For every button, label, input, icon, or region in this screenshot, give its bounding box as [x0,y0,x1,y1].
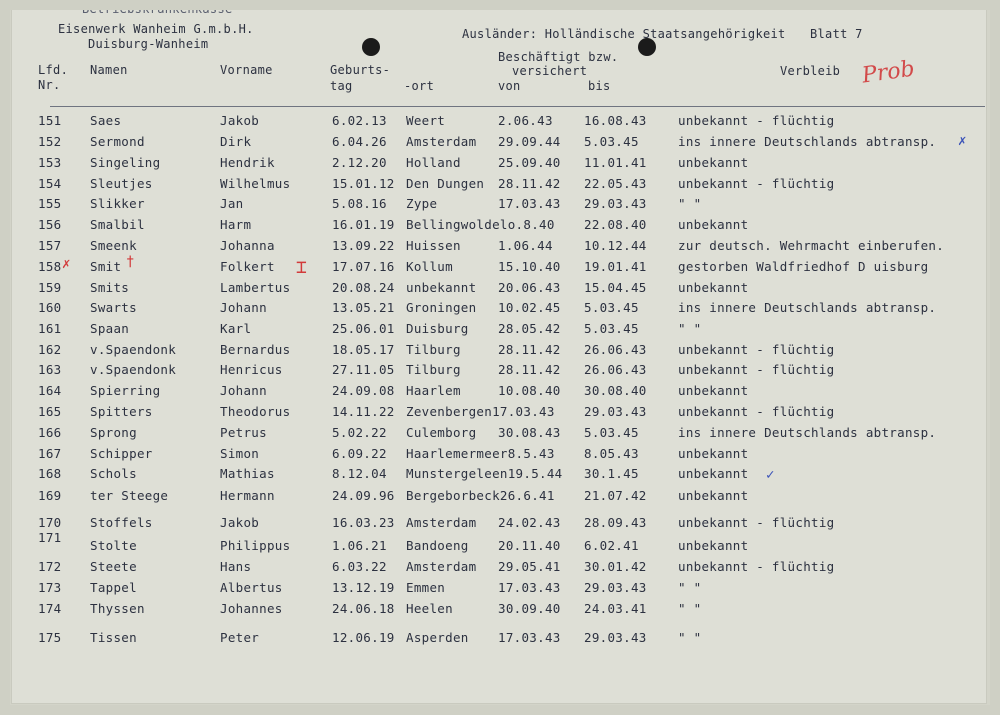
row-employed-to: 5.03.45 [584,321,639,336]
row-birth-place: Tilburg [406,362,461,377]
row-whereabouts: unbekannt - flüchtig [678,113,835,128]
row-birth-place: Tilburg [406,342,461,357]
row-employed-to: 30.01.42 [584,559,647,574]
row-birth-date: 13.09.22 [332,238,395,253]
row-vorname: Simon [220,446,260,461]
row-vorname: Dirk [220,134,252,149]
row-employed-from: 28.11.42 [498,362,561,377]
row-number: 174 [38,601,62,616]
row-number: 171 [38,530,62,545]
row-number: 175 [38,630,62,645]
row-name: ter Steege [90,488,169,503]
row-number: 169 [38,488,62,503]
punch-hole-left [362,38,380,56]
row-vorname: Albertus [220,580,283,595]
header-rule [50,106,985,107]
row-employed-to: 16.08.43 [584,113,647,128]
row-employed-to: 6.02.41 [584,538,639,553]
row-birth-date: 16.01.19 [332,217,395,232]
row-employed-to: 15.04.45 [584,280,647,295]
row-birth-date: 6.03.22 [332,559,387,574]
row-employed-to: 29.03.43 [584,404,647,419]
row-employed-to: 11.01.41 [584,155,647,170]
row-name: v.Spaendonk [90,362,177,377]
company-line-3: Duisburg-Wanheim [88,37,209,51]
row-name: Spierring [90,383,161,398]
row-birth-date: 15.01.12 [332,176,395,191]
row-birth-date: 6.09.22 [332,446,387,461]
row-name: Smits [90,280,130,295]
row-name: Stolte [90,538,137,553]
row-vorname: Henricus [220,362,283,377]
col-lfd: Lfd. [38,63,69,77]
row-employed-to: 5.03.45 [584,425,639,440]
row-employed-to: 29.03.43 [584,630,647,645]
row-number: 168 [38,466,62,481]
row-whereabouts: unbekannt - flüchtig [678,559,835,574]
row-name: Tissen [90,630,137,645]
col-bis: bis [588,79,611,93]
document-category: Ausländer: Holländische Staatsangehörigkeit [462,27,786,41]
row-employed-from: 30.09.40 [498,601,561,616]
row-employed-to: 29.03.43 [584,580,647,595]
row-birth-date: 24.06.18 [332,601,395,616]
row-vorname: Lambertus [220,280,291,295]
row-whereabouts: unbekannt [678,280,749,295]
row-employed-from: 17.03.43 [498,630,561,645]
row-number: 151 [38,113,62,128]
row-birth-date: 13.12.19 [332,580,395,595]
row-birth-place: unbekannt [406,280,477,295]
row-employed-from: 20.06.43 [498,280,561,295]
row-birth-place: Holland [406,155,461,170]
row-vorname: Johanna [220,238,275,253]
row-birth-date: 16.03.23 [332,515,395,530]
row-vorname: Philippus [220,538,291,553]
row-birth-place: Amsterdam [406,559,477,574]
row-birth-place: Bandoeng [406,538,469,553]
row-whereabouts: unbekannt - flüchtig [678,404,835,419]
row-birth-place: Amsterdam [406,515,477,530]
row-vorname: Hendrik [220,155,275,170]
row-employed-from: 28.05.42 [498,321,561,336]
row-name: Tappel [90,580,137,595]
row-whereabouts: zur deutsch. Wehrmacht einberufen. [678,238,945,253]
row-employed-to: 5.03.45 [584,134,639,149]
row-number: 161 [38,321,62,336]
row-vorname: Johann [220,383,267,398]
row-birth-date: 24.09.96 [332,488,395,503]
row-whereabouts: " " [678,580,702,595]
row-employed-from: 17.03.43 [498,580,561,595]
row-number: 173 [38,580,62,595]
row-number: 152 [38,134,62,149]
row-name: Schipper [90,446,153,461]
sheet-number: Blatt 7 [810,27,863,41]
row-employed-from: 10.08.40 [498,383,561,398]
row-employed-to: 26.06.43 [584,342,647,357]
row-birth-place: Zevenbergen17.03.43 [406,404,555,419]
row-whereabouts: ins innere Deutschlands abtransp. [678,134,937,149]
row-employed-to: 29.03.43 [584,196,647,211]
row-name: v.Spaendonk [90,342,177,357]
row-birth-place: Emmen [406,580,446,595]
row-number: 158 [38,259,62,274]
row-birth-place: Heelen [406,601,453,616]
handwritten-mark-prob: Prob [860,56,917,89]
row-whereabouts: unbekannt [678,538,749,553]
row-name: Sermond [90,134,145,149]
row-vorname: Theodorus [220,404,291,419]
row-birth-place: Groningen [406,300,477,315]
row-birth-place: Weert [406,113,446,128]
col-beschaeftigt: Beschäftigt bzw. [498,50,619,64]
col-verbleib: Verbleib [780,64,841,78]
row-vorname: Peter [220,630,260,645]
row-birth-date: 1.06.21 [332,538,387,553]
row-whereabouts: unbekannt [678,217,749,232]
company-line-1: Betriebskrankenkasse [82,2,233,16]
row-birth-date: 12.06.19 [332,630,395,645]
row-employed-from: 28.11.42 [498,176,561,191]
row-birth-date: 2.12.20 [332,155,387,170]
row-name: Spitters [90,404,153,419]
row-name: Steete [90,559,137,574]
row-name: Smalbil [90,217,145,232]
row-employed-from: 29.09.44 [498,134,561,149]
row-birth-date: 6.02.13 [332,113,387,128]
row-name: Spaan [90,321,130,336]
row-vorname: Hermann [220,488,275,503]
row-name: Thyssen [90,601,145,616]
row-whereabouts: " " [678,196,702,211]
row-number: 165 [38,404,62,419]
row-vorname: Johannes [220,601,283,616]
row-whereabouts: unbekannt - flüchtig [678,176,835,191]
row-birth-date: 18.05.17 [332,342,395,357]
row-employed-to: 26.06.43 [584,362,647,377]
col-nr: Nr. [38,78,61,92]
row-birth-place: Bergeborbeck26.6.41 [406,488,555,503]
row-birth-date: 5.08.16 [332,196,387,211]
row-name: Smit [90,259,122,274]
row-vorname: Jakob [220,515,260,530]
col-vorname: Vorname [220,63,273,77]
row-vorname: Karl [220,321,252,336]
row-whereabouts: " " [678,630,702,645]
row-employed-to: 8.05.43 [584,446,639,461]
row-name: Slikker [90,196,145,211]
row-whereabouts: " " [678,321,702,336]
row-employed-to: 5.03.45 [584,300,639,315]
row-employed-from: 2.06.43 [498,113,553,128]
row-whereabouts: unbekannt [678,383,749,398]
col-namen: Namen [90,63,128,77]
row-vorname: Petrus [220,425,267,440]
row-whereabouts: ins innere Deutschlands abtransp. [678,425,937,440]
row-number: 170 [38,515,62,530]
row-number: 160 [38,300,62,315]
row-number: 167 [38,446,62,461]
company-line-2: Eisenwerk Wanheim G.m.b.H. [58,22,254,36]
row-employed-from: 20.11.40 [498,538,561,553]
row-employed-from: 10.02.45 [498,300,561,315]
row-whereabouts: unbekannt - flüchtig [678,362,835,377]
row-birth-place: Asperden [406,630,469,645]
row-employed-to: 21.07.42 [584,488,647,503]
row-birth-place: Haarlem [406,383,461,398]
row-birth-date: 14.11.22 [332,404,395,419]
row-birth-date: 17.07.16 [332,259,395,274]
row-birth-date: 6.04.26 [332,134,387,149]
row-employed-from: 1.06.44 [498,238,553,253]
red-grave-cross-icon: ⌶ [296,257,307,278]
row-number: 157 [38,238,62,253]
row-number: 156 [38,217,62,232]
row-birth-place: Haarlemermeer8.5.43 [406,446,555,461]
row-birth-date: 27.11.05 [332,362,395,377]
row-vorname: Jakob [220,113,260,128]
row-vorname: Bernardus [220,342,291,357]
row-employed-to: 30.08.40 [584,383,647,398]
row-name: Sleutjes [90,176,153,191]
blue-x-mark-icon: ✗ [958,133,967,149]
row-birth-place: Huissen [406,238,461,253]
row-whereabouts: " " [678,601,702,616]
row-number: 155 [38,196,62,211]
col-von: von [498,79,521,93]
row-employed-from: 24.02.43 [498,515,561,530]
row-whereabouts: unbekannt [678,466,749,481]
row-employed-to: 19.01.41 [584,259,647,274]
row-employed-from: 17.03.43 [498,196,561,211]
col-tag: tag [330,79,353,93]
row-number: 163 [38,362,62,377]
row-employed-to: 28.09.43 [584,515,647,530]
row-number: 162 [38,342,62,357]
row-name: Schols [90,466,137,481]
red-cross-mark-icon: † [126,254,135,270]
row-employed-from: 28.11.42 [498,342,561,357]
row-employed-from: 25.09.40 [498,155,561,170]
row-whereabouts: unbekannt [678,446,749,461]
row-whereabouts: unbekannt - flüchtig [678,515,835,530]
row-vorname: Wilhelmus [220,176,291,191]
row-number: 166 [38,425,62,440]
row-employed-to: 22.05.43 [584,176,647,191]
row-birth-date: 8.12.04 [332,466,387,481]
row-vorname: Mathias [220,466,275,481]
row-name: Stoffels [90,515,153,530]
row-employed-from: 30.08.43 [498,425,561,440]
row-employed-to: 10.12.44 [584,238,647,253]
row-birth-date: 5.02.22 [332,425,387,440]
row-whereabouts: unbekannt - flüchtig [678,342,835,357]
row-vorname: Folkert [220,259,275,274]
row-birth-place: Den Dungen [406,176,485,191]
row-employed-from: 15.10.40 [498,259,561,274]
col-geburts: Geburts- [330,63,391,77]
row-whereabouts: unbekannt [678,155,749,170]
row-name: Saes [90,113,122,128]
row-birth-place: Bellingwoldelo.8.40 [406,217,555,232]
row-number: 154 [38,176,62,191]
row-name: Sprong [90,425,137,440]
row-whereabouts: ins innere Deutschlands abtransp. [678,300,937,315]
row-vorname: Johann [220,300,267,315]
row-employed-to: 30.1.45 [584,466,639,481]
row-birth-date: 20.08.24 [332,280,395,295]
row-birth-place: Duisburg [406,321,469,336]
row-vorname: Harm [220,217,252,232]
row-name: Smeenk [90,238,137,253]
row-birth-date: 25.06.01 [332,321,395,336]
row-birth-date: 24.09.08 [332,383,395,398]
row-name: Swarts [90,300,137,315]
row-whereabouts: gestorben Waldfriedhof D uisburg [678,259,929,274]
red-strike-mark-icon: ✗ [62,256,71,272]
row-birth-place: Munstergeleen19.5.44 [406,466,563,481]
row-employed-to: 22.08.40 [584,217,647,232]
row-number: 159 [38,280,62,295]
row-birth-place: Amsterdam [406,134,477,149]
row-number: 153 [38,155,62,170]
row-whereabouts: unbekannt [678,488,749,503]
row-birth-place: Zype [406,196,438,211]
row-birth-place: Culemborg [406,425,477,440]
row-birth-place: Kollum [406,259,453,274]
row-vorname: Hans [220,559,252,574]
row-number: 164 [38,383,62,398]
row-birth-date: 13.05.21 [332,300,395,315]
row-employed-to: 24.03.41 [584,601,647,616]
col-ort: -ort [404,79,435,93]
row-name: Singeling [90,155,161,170]
row-number: 172 [38,559,62,574]
row-vorname: Jan [220,196,244,211]
row-employed-from: 29.05.41 [498,559,561,574]
col-versichert: versichert [512,64,588,78]
blue-check-mark-icon: ✓ [766,467,775,483]
